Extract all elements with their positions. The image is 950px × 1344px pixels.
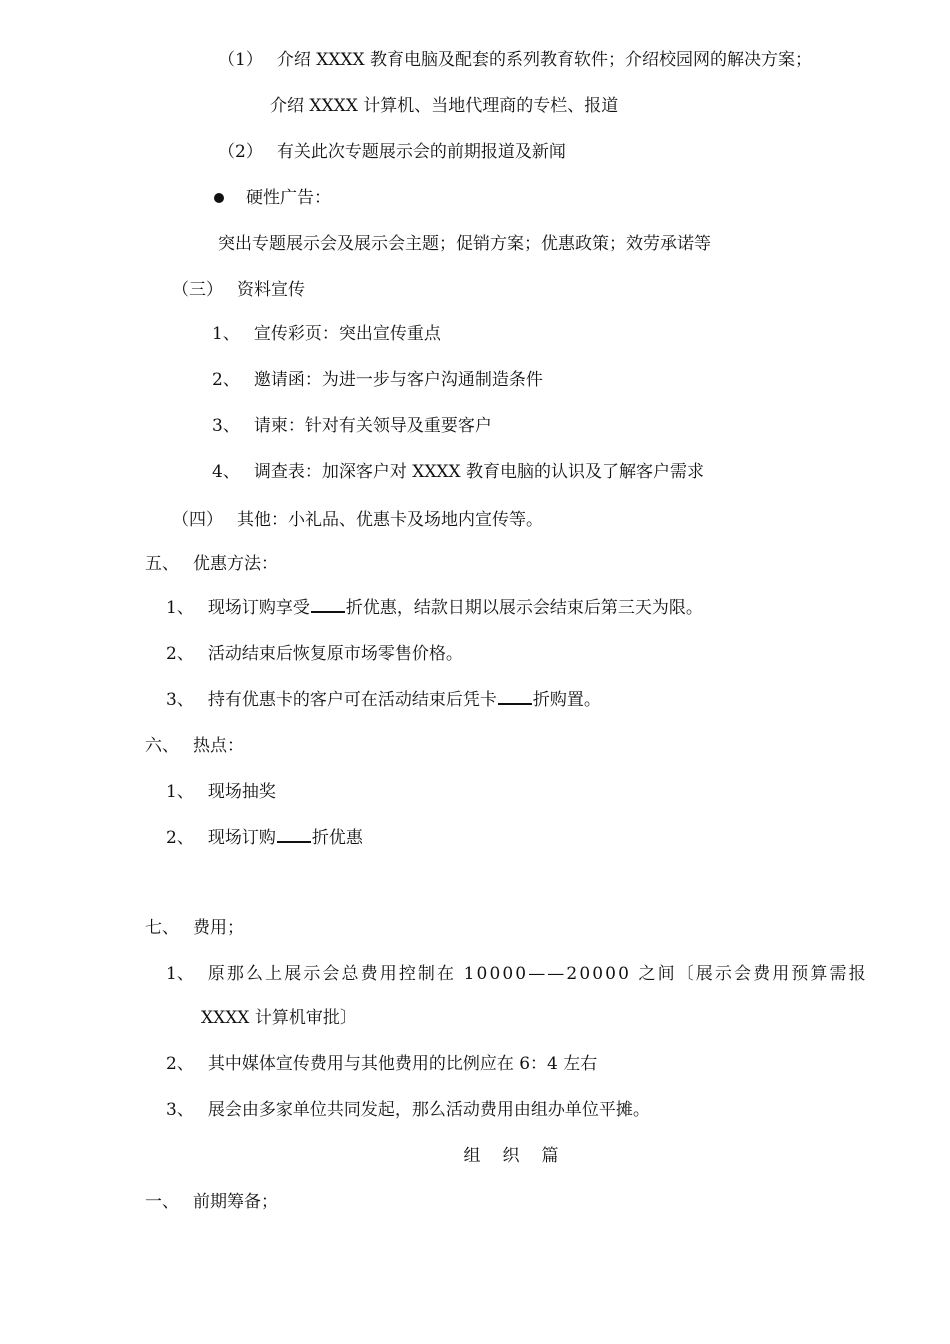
item-number: 1、 (166, 598, 194, 618)
item-text: 优惠方法： (193, 554, 278, 574)
item-text: 调查表：加深客户对 XXXX 教育电脑的认识及了解客户需求 (253, 462, 705, 482)
item-number: 六、 (145, 736, 179, 756)
list-item-continuation (270, 94, 618, 118)
item-text: 热点： (193, 736, 244, 756)
fill-in-blank (498, 689, 532, 705)
item-text: 介绍 XXXX 计算机、当地代理商的专栏、报道 (270, 96, 619, 116)
list-item (166, 596, 703, 620)
bullet-item (214, 186, 331, 210)
chapter-heading (145, 916, 244, 940)
list-item (166, 962, 868, 986)
item-text: 活动结束后恢复原市场零售价格。 (207, 644, 463, 664)
section-heading (172, 278, 305, 302)
item-text: 资料宣传 (237, 280, 305, 300)
item-text: 现场抽奖 (207, 782, 276, 802)
item-number: 七、 (145, 918, 179, 938)
item-number: 3、 (212, 416, 240, 436)
item-text: 介绍 XXXX 教育电脑及配套的系列教育软件；介绍校园网的解决方案； (276, 50, 813, 70)
list-item (218, 48, 812, 72)
item-text: 邀请函：为进一步与客户沟通制造条件 (253, 370, 543, 390)
chapter-heading (145, 552, 278, 576)
item-number: 4、 (212, 462, 240, 482)
bullet-icon (214, 193, 224, 203)
list-item (166, 1052, 597, 1076)
item-number: 3、 (166, 1100, 194, 1120)
list-item (212, 414, 492, 438)
item-text: 前期筹备； (193, 1192, 278, 1212)
item-text: 持有优惠卡的客户可在活动结束后凭卡 (207, 690, 497, 710)
item-number: （四） (172, 510, 223, 530)
list-item (212, 460, 704, 484)
list-item (166, 1098, 650, 1122)
chapter-heading (145, 734, 244, 758)
item-text: 折优惠，结款日期以展示会结束后第三天为限。 (345, 598, 703, 618)
chapter-heading (145, 1190, 278, 1214)
item-number: 1、 (212, 324, 240, 344)
item-text: 有关此次专题展示会的前期报道及新闻 (276, 142, 566, 162)
list-item (166, 642, 463, 666)
list-item (166, 688, 601, 712)
item-number: （三） (172, 280, 223, 300)
item-text: 现场订购享受 (207, 598, 310, 618)
item-text: 其他：小礼品、优惠卡及场地内宣传等。 (237, 510, 543, 530)
item-text: 宣传彩页：突出宣传重点 (253, 324, 441, 344)
part-title: 组织篇 (463, 1146, 581, 1166)
paragraph-text: 突出专题展示会及展示会主题；促销方案；优惠政策；效劳承诺等 (218, 234, 711, 254)
item-number: 2、 (166, 644, 194, 664)
item-text: 折购置。 (532, 690, 601, 710)
list-item (212, 368, 543, 392)
item-text: 原那么上展示会总费用控制在 10000——20000 之间〔展示会费用预算需报 (207, 964, 868, 984)
list-item (166, 780, 276, 804)
list-item (166, 826, 363, 850)
section-heading (172, 508, 543, 532)
item-text: 请柬：针对有关领导及重要客户 (253, 416, 492, 436)
item-number: 1、 (166, 782, 194, 802)
item-number: （2） (218, 142, 263, 162)
item-number: 2、 (166, 828, 194, 848)
item-number: （1） (218, 50, 263, 70)
list-item (212, 322, 441, 346)
item-text: 其中媒体宣传费用与其他费用的比例应在 6：4 左右 (207, 1054, 598, 1074)
paragraph (218, 232, 711, 256)
item-number: 五、 (145, 554, 179, 574)
item-text: XXXX 计算机审批〕 (201, 1008, 357, 1028)
fill-in-blank (277, 827, 311, 843)
item-text: 费用； (193, 918, 244, 938)
item-text: 折优惠 (311, 828, 363, 848)
item-text: 展会由多家单位共同发起，那么活动费用由组办单位平摊。 (207, 1100, 650, 1120)
item-number: 3、 (166, 690, 194, 710)
item-number: 2、 (166, 1054, 194, 1074)
item-number: 2、 (212, 370, 240, 390)
fill-in-blank (311, 597, 345, 613)
item-number: 1、 (166, 964, 194, 984)
item-number: 一、 (145, 1192, 179, 1212)
list-item-continuation (201, 1006, 357, 1030)
list-item (218, 140, 566, 164)
item-text: 现场订购 (207, 828, 276, 848)
item-text: 硬性广告： (246, 188, 331, 208)
